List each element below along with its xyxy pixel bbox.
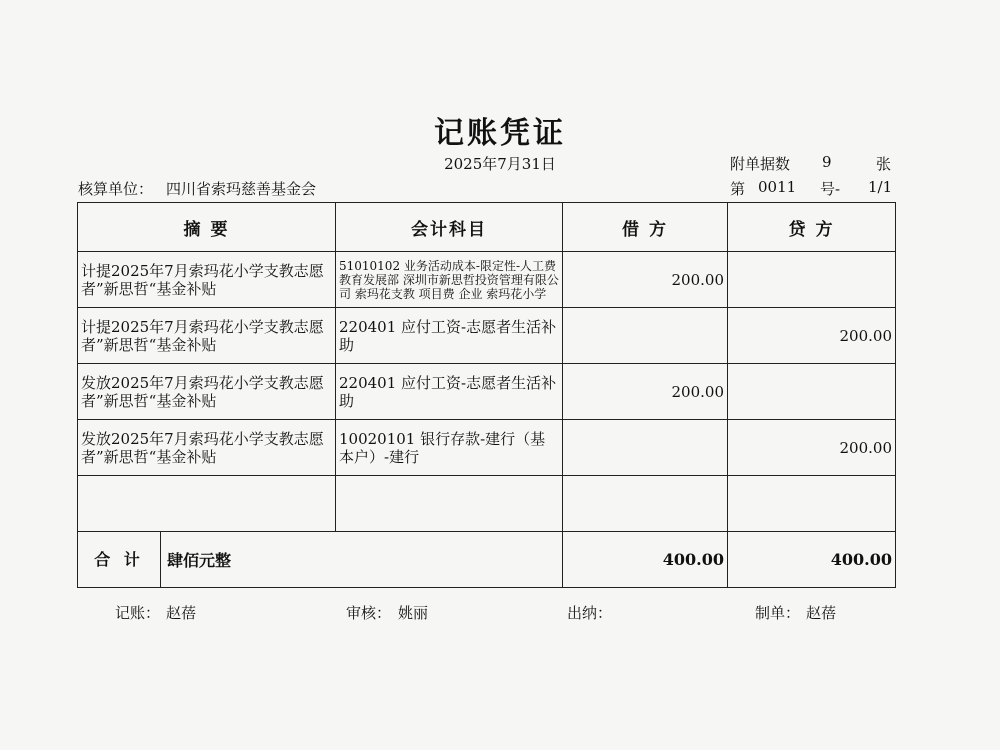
row-credit: 200.00 <box>728 420 896 476</box>
row-account: 220401 应付工资-志愿者生活补助 <box>336 364 563 420</box>
total-amount-words: 肆佰元整 <box>167 551 232 570</box>
col-account-header: 会计科目 <box>336 203 563 252</box>
col-credit-header: 贷 方 <box>728 203 896 252</box>
row-summary: 计提2025年7月索玛花小学支教志愿者”新思哲“基金补贴 <box>78 308 336 364</box>
empty-cell <box>336 476 563 532</box>
unit-name: 四川省索玛慈善基金会 <box>166 180 317 198</box>
preparer-name: 赵蓓 <box>806 604 837 622</box>
table-row <box>78 364 896 420</box>
row-summary: 发放2025年7月索玛花小学支教志愿者”新思哲“基金补贴 <box>78 420 336 476</box>
row-summary: 发放2025年7月索玛花小学支教志愿者”新思哲“基金补贴 <box>78 364 336 420</box>
attachments-unit: 张 <box>876 155 892 173</box>
reviewer-label: 审核： <box>346 604 392 622</box>
table-row <box>78 252 896 308</box>
total-label: 合 计 <box>78 532 161 587</box>
attachments-label: 附单据数 <box>730 155 791 173</box>
empty-cell <box>563 476 728 532</box>
row-debit: 200.00 <box>563 364 728 420</box>
table-row-empty <box>78 476 896 532</box>
row-account: 220401 应付工资-志愿者生活补助 <box>336 308 563 364</box>
col-summary-header: 摘 要 <box>78 203 336 252</box>
cashier-label: 出纳： <box>567 604 613 622</box>
row-summary: 计提2025年7月索玛花小学支教志愿者”新思哲“基金补贴 <box>78 252 336 308</box>
voucher-title: 记账凭证 <box>434 116 566 151</box>
total-debit: 400.00 <box>563 532 728 588</box>
voucher-table <box>77 202 896 588</box>
empty-cell <box>728 476 896 532</box>
bookkeeper-name: 赵蓓 <box>166 604 197 622</box>
table-row <box>78 420 896 476</box>
row-credit <box>728 252 896 308</box>
col-debit-header: 借 方 <box>563 203 728 252</box>
voucher-date: 2025年7月31日 <box>444 155 556 173</box>
table-total-row <box>78 532 896 588</box>
preparer-label: 制单： <box>755 604 801 622</box>
row-account: 10020101 银行存款-建行（基本户）-建行 <box>336 420 563 476</box>
table-row <box>78 308 896 364</box>
bookkeeper-label: 记账： <box>115 604 161 622</box>
row-credit: 200.00 <box>728 308 896 364</box>
row-credit <box>728 364 896 420</box>
voucher-no-prefix: 第 <box>730 180 746 198</box>
row-debit <box>563 420 728 476</box>
attachments-count: 9 <box>822 153 832 171</box>
voucher-page-number: 1/1 <box>868 178 893 196</box>
row-account: 51010102 业务活动成本-限定性-人工费 教育发展部 深圳市新思哲投资管理有限公司 索玛花支教 项目费 企业 索玛花小学 <box>336 252 563 308</box>
total-label-cell <box>78 532 563 588</box>
row-debit <box>563 308 728 364</box>
row-debit: 200.00 <box>563 252 728 308</box>
reviewer-name: 姚丽 <box>398 604 429 622</box>
voucher-no-number: 0011 <box>758 178 797 196</box>
total-credit: 400.00 <box>728 532 896 588</box>
unit-label: 核算单位： <box>78 180 154 198</box>
voucher-no-suffix: 号- <box>820 180 841 198</box>
table-header-row <box>78 203 896 252</box>
empty-cell <box>78 476 336 532</box>
